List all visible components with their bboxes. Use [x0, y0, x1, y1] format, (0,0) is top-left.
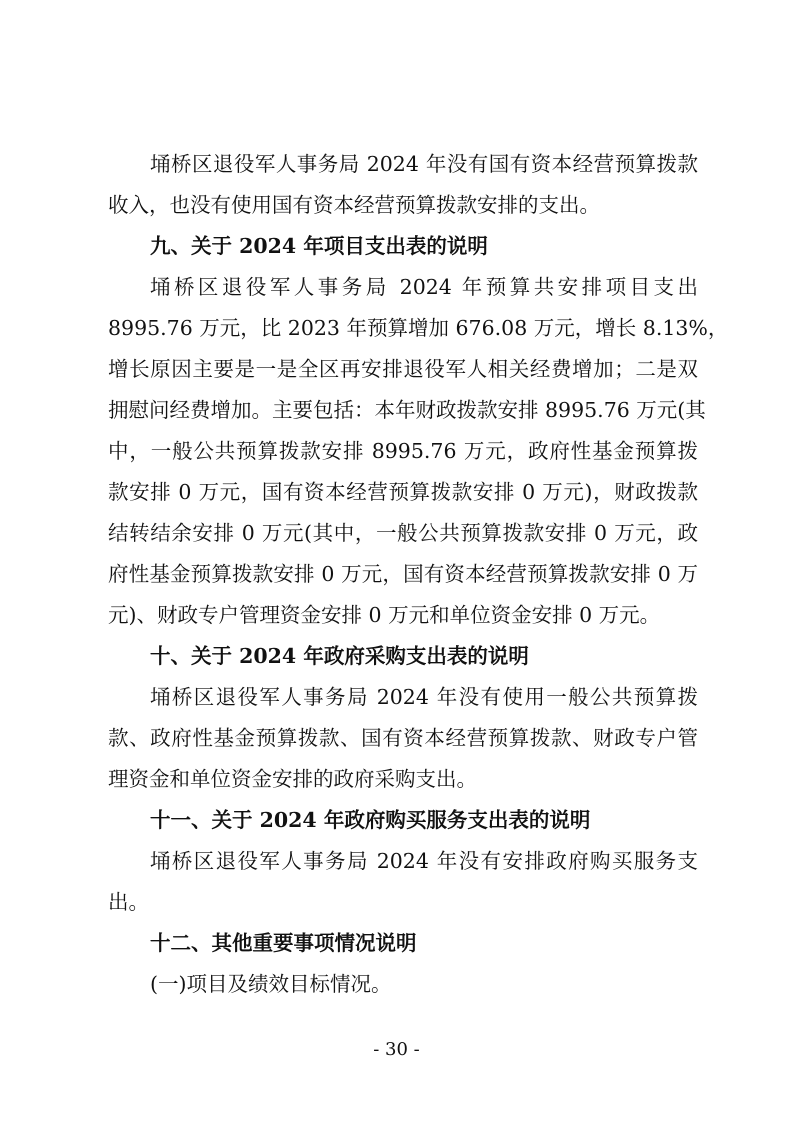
paragraph-line: 增长原因主要是一是全区再安排退役军人相关经费增加；二是双: [108, 357, 698, 381]
paragraph-line: 埇桥区退役军人事务局 2024 年没有使用一般公共预算拨: [150, 685, 698, 709]
paragraph-line: 出。: [108, 890, 149, 914]
page-number: - 30 -: [373, 1039, 420, 1060]
paragraph-line: 埇桥区退役军人事务局 2024 年没有安排政府购买服务支: [150, 849, 698, 873]
paragraph-line: 元)、财政专户管理资金安排 0 万元和单位资金安排 0 万元。: [108, 603, 661, 627]
paragraph-line: 府性基金预算拨款安排 0 万元，国有资本经营预算拨款安排 0 万: [108, 562, 698, 586]
section-heading: 九、关于 2024 年项目支出表的说明: [150, 234, 488, 258]
section-heading: 十二、其他重要事项情况说明: [150, 931, 417, 955]
paragraph-line: 款安排 0 万元，国有资本经营预算拨款安排 0 万元)，财政拨款: [108, 480, 698, 504]
subsection-item: (一)项目及绩效目标情况。: [150, 972, 392, 996]
paragraph-line: 款、政府性基金预算拨款、国有资本经营预算拨款、财政专户管: [108, 726, 698, 750]
paragraph-line: 中，一般公共预算拨款安排 8995.76 万元，政府性基金预算拨: [108, 439, 698, 463]
paragraph-line: 拥慰问经费增加。主要包括：本年财政拨款安排 8995.76 万元(其: [108, 398, 706, 422]
paragraph-line: 理资金和单位资金安排的政府采购支出。: [108, 767, 477, 791]
paragraph-line: 埇桥区退役军人事务局 2024 年预算共安排项目支出: [150, 275, 698, 299]
section-heading: 十一、关于 2024 年政府购买服务支出表的说明: [150, 808, 591, 832]
paragraph-line: 埇桥区退役军人事务局 2024 年没有国有资本经营预算拨款: [150, 152, 698, 176]
section-heading: 十、关于 2024 年政府采购支出表的说明: [150, 644, 529, 668]
paragraph-line: 8995.76 万元，比 2023 年预算增加 676.08 万元，增长 8.13%，: [108, 316, 729, 340]
paragraph-line: 收入，也没有使用国有资本经营预算拨款安排的支出。: [108, 193, 600, 217]
paragraph-line: 结转结余安排 0 万元(其中，一般公共预算拨款安排 0 万元，政: [108, 521, 698, 545]
